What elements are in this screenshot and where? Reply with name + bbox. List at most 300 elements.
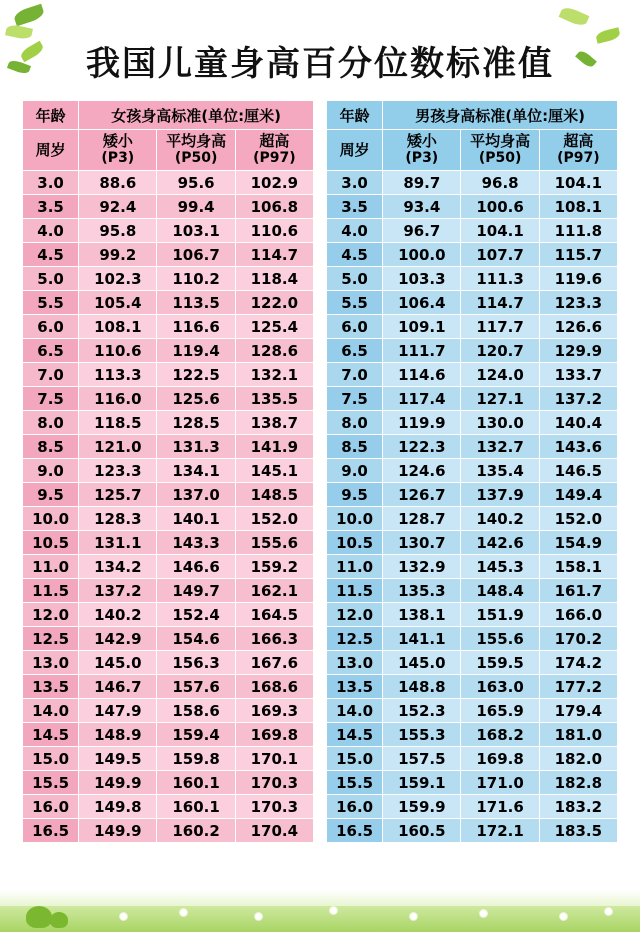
cell-p50: 119.4 bbox=[157, 339, 235, 363]
table-row bbox=[23, 315, 314, 339]
cell-age: 6.0 bbox=[23, 315, 79, 339]
cell-p3: 145.0 bbox=[383, 651, 461, 675]
cell-age: 7.0 bbox=[23, 363, 79, 387]
cell-p50: 96.8 bbox=[461, 171, 539, 195]
cell-age: 9.5 bbox=[23, 483, 79, 507]
cell-p50: 117.7 bbox=[461, 315, 539, 339]
cell-p97: 168.6 bbox=[235, 675, 313, 699]
cell-p50: 107.7 bbox=[461, 243, 539, 267]
cell-age: 15.5 bbox=[23, 771, 79, 795]
cell-p50: 100.6 bbox=[461, 195, 539, 219]
table-row bbox=[23, 387, 314, 411]
cell-p50: 160.1 bbox=[157, 795, 235, 819]
grass-decoration bbox=[0, 906, 640, 932]
cell-p50: 140.1 bbox=[157, 507, 235, 531]
cell-p50: 132.7 bbox=[461, 435, 539, 459]
boys-p50-code: (P50) bbox=[478, 150, 522, 166]
cell-p97: 125.4 bbox=[235, 315, 313, 339]
cell-p50: 124.0 bbox=[461, 363, 539, 387]
cell-p97: 183.5 bbox=[539, 819, 617, 843]
cell-age: 15.0 bbox=[23, 747, 79, 771]
table-row bbox=[327, 699, 618, 723]
cell-p3: 147.9 bbox=[79, 699, 157, 723]
girls-p97-header bbox=[235, 130, 313, 171]
cell-p3: 155.3 bbox=[383, 723, 461, 747]
cell-age: 4.5 bbox=[327, 243, 383, 267]
cell-p97: 106.8 bbox=[235, 195, 313, 219]
cell-p3: 132.9 bbox=[383, 555, 461, 579]
cell-p3: 106.4 bbox=[383, 291, 461, 315]
cell-p3: 118.5 bbox=[79, 411, 157, 435]
cell-age: 5.5 bbox=[23, 291, 79, 315]
cell-p97: 143.6 bbox=[539, 435, 617, 459]
table-row bbox=[23, 483, 314, 507]
leaf-icon bbox=[559, 5, 590, 28]
cell-p50: 137.9 bbox=[461, 483, 539, 507]
table-row bbox=[23, 435, 314, 459]
table-row bbox=[23, 291, 314, 315]
cell-age: 13.0 bbox=[327, 651, 383, 675]
cell-p97: 170.4 bbox=[235, 819, 313, 843]
table-row bbox=[327, 339, 618, 363]
cell-p3: 128.7 bbox=[383, 507, 461, 531]
cell-age: 10.0 bbox=[23, 507, 79, 531]
cell-p3: 141.1 bbox=[383, 627, 461, 651]
cell-p3: 109.1 bbox=[383, 315, 461, 339]
cell-age: 7.5 bbox=[327, 387, 383, 411]
cell-p97: 128.6 bbox=[235, 339, 313, 363]
cell-age: 11.0 bbox=[327, 555, 383, 579]
cell-p3: 125.7 bbox=[79, 483, 157, 507]
table-row bbox=[327, 507, 618, 531]
cell-p97: 159.2 bbox=[235, 555, 313, 579]
boys-p3-name: 矮小 bbox=[406, 132, 437, 150]
cell-p50: 116.6 bbox=[157, 315, 235, 339]
boys-table-title: 男孩身高标准(单位:厘米) bbox=[383, 101, 618, 130]
cell-p3: 142.9 bbox=[79, 627, 157, 651]
table-row bbox=[23, 363, 314, 387]
cell-p97: 170.3 bbox=[235, 795, 313, 819]
boys-p50-name: 平均身高 bbox=[470, 132, 531, 150]
cell-p3: 148.9 bbox=[79, 723, 157, 747]
cell-age: 9.5 bbox=[327, 483, 383, 507]
flower-icon bbox=[180, 909, 187, 916]
cell-age: 11.5 bbox=[327, 579, 383, 603]
cell-age: 16.0 bbox=[23, 795, 79, 819]
cell-p50: 114.7 bbox=[461, 291, 539, 315]
cell-p97: 135.5 bbox=[235, 387, 313, 411]
table-row bbox=[23, 195, 314, 219]
tables-container bbox=[22, 100, 618, 843]
cell-p50: 135.4 bbox=[461, 459, 539, 483]
cell-p50: 128.5 bbox=[157, 411, 235, 435]
cell-p3: 116.0 bbox=[79, 387, 157, 411]
flower-icon bbox=[605, 908, 612, 915]
cell-p3: 149.9 bbox=[79, 819, 157, 843]
cell-age: 6.5 bbox=[327, 339, 383, 363]
cell-p50: 146.6 bbox=[157, 555, 235, 579]
cell-p3: 128.3 bbox=[79, 507, 157, 531]
cell-age: 16.5 bbox=[327, 819, 383, 843]
cell-p50: 106.7 bbox=[157, 243, 235, 267]
cell-p3: 160.5 bbox=[383, 819, 461, 843]
table-row bbox=[327, 675, 618, 699]
cell-p97: 166.0 bbox=[539, 603, 617, 627]
cell-p97: 111.8 bbox=[539, 219, 617, 243]
cell-p3: 152.3 bbox=[383, 699, 461, 723]
table-row bbox=[327, 555, 618, 579]
cell-p50: 142.6 bbox=[461, 531, 539, 555]
cell-age: 11.5 bbox=[23, 579, 79, 603]
table-row bbox=[23, 531, 314, 555]
cell-p3: 119.9 bbox=[383, 411, 461, 435]
cell-age: 8.0 bbox=[327, 411, 383, 435]
table-row bbox=[23, 627, 314, 651]
cell-p97: 155.6 bbox=[235, 531, 313, 555]
cell-age: 12.5 bbox=[327, 627, 383, 651]
cell-p3: 117.4 bbox=[383, 387, 461, 411]
cell-p97: 170.1 bbox=[235, 747, 313, 771]
table-row bbox=[23, 795, 314, 819]
table-row bbox=[23, 723, 314, 747]
cell-p97: 182.8 bbox=[539, 771, 617, 795]
table-row bbox=[23, 171, 314, 195]
cell-p97: 119.6 bbox=[539, 267, 617, 291]
cell-age: 14.0 bbox=[327, 699, 383, 723]
cell-p3: 157.5 bbox=[383, 747, 461, 771]
cell-p97: 102.9 bbox=[235, 171, 313, 195]
cell-p3: 89.7 bbox=[383, 171, 461, 195]
cell-age: 8.0 bbox=[23, 411, 79, 435]
girls-height-table bbox=[22, 100, 314, 843]
cell-p50: 122.5 bbox=[157, 363, 235, 387]
cell-p50: 104.1 bbox=[461, 219, 539, 243]
cell-p3: 102.3 bbox=[79, 267, 157, 291]
cell-age: 9.0 bbox=[23, 459, 79, 483]
cell-p3: 122.3 bbox=[383, 435, 461, 459]
cell-p50: 159.8 bbox=[157, 747, 235, 771]
boys-p3-code: (P3) bbox=[405, 150, 439, 166]
table-row bbox=[23, 771, 314, 795]
boys-p97-name: 超高 bbox=[563, 132, 594, 150]
cell-p3: 126.7 bbox=[383, 483, 461, 507]
girls-p50-header bbox=[157, 130, 235, 171]
cell-p3: 100.0 bbox=[383, 243, 461, 267]
cell-p50: 125.6 bbox=[157, 387, 235, 411]
cell-p97: 129.9 bbox=[539, 339, 617, 363]
table-row bbox=[23, 699, 314, 723]
flower-icon bbox=[480, 910, 487, 917]
cell-p3: 114.6 bbox=[383, 363, 461, 387]
table-row bbox=[23, 267, 314, 291]
cell-p3: 145.0 bbox=[79, 651, 157, 675]
cell-age: 10.0 bbox=[327, 507, 383, 531]
cell-p3: 95.8 bbox=[79, 219, 157, 243]
table-row bbox=[327, 459, 618, 483]
cell-age: 5.5 bbox=[327, 291, 383, 315]
cell-p97: 115.7 bbox=[539, 243, 617, 267]
cell-age: 16.0 bbox=[327, 795, 383, 819]
cell-age: 14.0 bbox=[23, 699, 79, 723]
cell-age: 6.0 bbox=[327, 315, 383, 339]
cell-p50: 165.9 bbox=[461, 699, 539, 723]
cell-p97: 126.6 bbox=[539, 315, 617, 339]
table-row bbox=[327, 771, 618, 795]
cell-p3: 124.6 bbox=[383, 459, 461, 483]
cell-p50: 156.3 bbox=[157, 651, 235, 675]
cell-p3: 148.8 bbox=[383, 675, 461, 699]
cell-p97: 133.7 bbox=[539, 363, 617, 387]
cell-p97: 104.1 bbox=[539, 171, 617, 195]
cell-p3: 110.6 bbox=[79, 339, 157, 363]
table-row bbox=[327, 483, 618, 507]
cell-p3: 146.7 bbox=[79, 675, 157, 699]
cell-p50: 154.6 bbox=[157, 627, 235, 651]
table-row bbox=[327, 387, 618, 411]
table-row bbox=[327, 627, 618, 651]
cell-p3: 111.7 bbox=[383, 339, 461, 363]
cell-p97: 183.2 bbox=[539, 795, 617, 819]
boys-age-unit-header: 周岁 bbox=[327, 130, 383, 171]
cell-p3: 134.2 bbox=[79, 555, 157, 579]
cell-p50: 157.6 bbox=[157, 675, 235, 699]
cell-p3: 121.0 bbox=[79, 435, 157, 459]
cell-age: 4.0 bbox=[23, 219, 79, 243]
cell-p3: 140.2 bbox=[79, 603, 157, 627]
table-row bbox=[23, 747, 314, 771]
cell-p3: 159.9 bbox=[383, 795, 461, 819]
cell-age: 15.0 bbox=[327, 747, 383, 771]
cell-p3: 123.3 bbox=[79, 459, 157, 483]
girls-table-body bbox=[23, 171, 314, 843]
cell-p97: 170.3 bbox=[235, 771, 313, 795]
cell-p50: 99.4 bbox=[157, 195, 235, 219]
cell-age: 12.0 bbox=[327, 603, 383, 627]
cell-age: 11.0 bbox=[23, 555, 79, 579]
cell-age: 13.0 bbox=[23, 651, 79, 675]
cell-p3: 130.7 bbox=[383, 531, 461, 555]
cell-p50: 159.4 bbox=[157, 723, 235, 747]
table-row bbox=[327, 291, 618, 315]
table-row bbox=[327, 363, 618, 387]
cell-p97: 167.6 bbox=[235, 651, 313, 675]
table-row bbox=[327, 219, 618, 243]
cell-p3: 113.3 bbox=[79, 363, 157, 387]
cell-p3: 135.3 bbox=[383, 579, 461, 603]
bush-icon bbox=[50, 912, 68, 928]
table-row bbox=[23, 579, 314, 603]
cell-age: 3.0 bbox=[327, 171, 383, 195]
girls-p3-code: (P3) bbox=[101, 150, 135, 166]
table-row bbox=[23, 459, 314, 483]
cell-p50: 130.0 bbox=[461, 411, 539, 435]
cell-p97: 114.7 bbox=[235, 243, 313, 267]
cell-age: 7.5 bbox=[23, 387, 79, 411]
table-row bbox=[23, 219, 314, 243]
boys-p97-header bbox=[539, 130, 617, 171]
cell-p3: 149.9 bbox=[79, 771, 157, 795]
cell-p97: 149.4 bbox=[539, 483, 617, 507]
table-row bbox=[23, 243, 314, 267]
cell-p3: 93.4 bbox=[383, 195, 461, 219]
girls-p97-code: (P97) bbox=[253, 150, 296, 166]
table-row bbox=[327, 723, 618, 747]
cell-p97: 148.5 bbox=[235, 483, 313, 507]
cell-p97: 158.1 bbox=[539, 555, 617, 579]
cell-p50: 120.7 bbox=[461, 339, 539, 363]
cell-p50: 131.3 bbox=[157, 435, 235, 459]
cell-p97: 110.6 bbox=[235, 219, 313, 243]
cell-age: 12.5 bbox=[23, 627, 79, 651]
cell-p50: 111.3 bbox=[461, 267, 539, 291]
table-row bbox=[23, 339, 314, 363]
boys-p3-header bbox=[383, 130, 461, 171]
girls-age-header: 年龄 bbox=[23, 101, 79, 130]
cell-age: 3.0 bbox=[23, 171, 79, 195]
table-row bbox=[327, 315, 618, 339]
cell-p3: 103.3 bbox=[383, 267, 461, 291]
cell-age: 13.5 bbox=[327, 675, 383, 699]
cell-p97: 123.3 bbox=[539, 291, 617, 315]
table-row bbox=[23, 651, 314, 675]
cell-p50: 113.5 bbox=[157, 291, 235, 315]
cell-p3: 108.1 bbox=[79, 315, 157, 339]
cell-p97: 140.4 bbox=[539, 411, 617, 435]
cell-p50: 103.1 bbox=[157, 219, 235, 243]
cell-p50: 140.2 bbox=[461, 507, 539, 531]
cell-p3: 149.8 bbox=[79, 795, 157, 819]
girls-p3-name: 矮小 bbox=[102, 132, 133, 150]
cell-age: 4.0 bbox=[327, 219, 383, 243]
cell-age: 4.5 bbox=[23, 243, 79, 267]
cell-p3: 88.6 bbox=[79, 171, 157, 195]
cell-p50: 148.4 bbox=[461, 579, 539, 603]
cell-p50: 127.1 bbox=[461, 387, 539, 411]
table-row bbox=[327, 603, 618, 627]
cell-p97: 108.1 bbox=[539, 195, 617, 219]
cell-age: 10.5 bbox=[23, 531, 79, 555]
flower-icon bbox=[410, 913, 417, 920]
cell-p50: 152.4 bbox=[157, 603, 235, 627]
table-row bbox=[327, 171, 618, 195]
flower-icon bbox=[120, 913, 127, 920]
table-row bbox=[327, 195, 618, 219]
cell-age: 14.5 bbox=[327, 723, 383, 747]
cell-p50: 149.7 bbox=[157, 579, 235, 603]
cell-p97: 118.4 bbox=[235, 267, 313, 291]
girls-p3-header bbox=[79, 130, 157, 171]
boys-p50-header bbox=[461, 130, 539, 171]
table-row bbox=[327, 435, 618, 459]
cell-p97: 146.5 bbox=[539, 459, 617, 483]
page-title: 我国儿童身高百分位数标准值 bbox=[86, 44, 554, 84]
girls-table-title: 女孩身高标准(单位:厘米) bbox=[79, 101, 314, 130]
boys-p97-code: (P97) bbox=[557, 150, 600, 166]
cell-p97: 145.1 bbox=[235, 459, 313, 483]
leaf-icon bbox=[13, 4, 46, 27]
cell-age: 7.0 bbox=[327, 363, 383, 387]
table-row bbox=[327, 795, 618, 819]
cell-p97: 162.1 bbox=[235, 579, 313, 603]
cell-p50: 137.0 bbox=[157, 483, 235, 507]
cell-age: 15.5 bbox=[327, 771, 383, 795]
table-row bbox=[327, 651, 618, 675]
table-row bbox=[23, 603, 314, 627]
bush-icon bbox=[26, 906, 52, 928]
table-row bbox=[327, 747, 618, 771]
cell-p3: 99.2 bbox=[79, 243, 157, 267]
cell-p97: 179.4 bbox=[539, 699, 617, 723]
cell-p50: 145.3 bbox=[461, 555, 539, 579]
cell-age: 10.5 bbox=[327, 531, 383, 555]
cell-p97: 164.5 bbox=[235, 603, 313, 627]
girls-p50-code: (P50) bbox=[174, 150, 218, 166]
cell-p50: 171.0 bbox=[461, 771, 539, 795]
cell-age: 5.0 bbox=[327, 267, 383, 291]
cell-p3: 149.5 bbox=[79, 747, 157, 771]
flower-icon bbox=[255, 913, 262, 920]
cell-age: 3.5 bbox=[327, 195, 383, 219]
boys-height-table bbox=[326, 100, 618, 843]
cell-age: 8.5 bbox=[23, 435, 79, 459]
cell-p97: 138.7 bbox=[235, 411, 313, 435]
cell-p97: 122.0 bbox=[235, 291, 313, 315]
cell-p50: 160.1 bbox=[157, 771, 235, 795]
table-row bbox=[23, 507, 314, 531]
cell-p97: 170.2 bbox=[539, 627, 617, 651]
cell-p50: 163.0 bbox=[461, 675, 539, 699]
cell-p50: 160.2 bbox=[157, 819, 235, 843]
cell-age: 6.5 bbox=[23, 339, 79, 363]
cell-age: 9.0 bbox=[327, 459, 383, 483]
cell-p3: 131.1 bbox=[79, 531, 157, 555]
cell-p50: 95.6 bbox=[157, 171, 235, 195]
cell-p3: 159.1 bbox=[383, 771, 461, 795]
table-row bbox=[23, 555, 314, 579]
cell-p97: 169.8 bbox=[235, 723, 313, 747]
table-row bbox=[327, 411, 618, 435]
cell-age: 16.5 bbox=[23, 819, 79, 843]
girls-p50-name: 平均身高 bbox=[166, 132, 227, 150]
cell-p97: 137.2 bbox=[539, 387, 617, 411]
cell-p97: 152.0 bbox=[539, 507, 617, 531]
cell-p50: 110.2 bbox=[157, 267, 235, 291]
cell-p97: 177.2 bbox=[539, 675, 617, 699]
table-row bbox=[327, 243, 618, 267]
cell-p50: 168.2 bbox=[461, 723, 539, 747]
cell-p97: 181.0 bbox=[539, 723, 617, 747]
flower-icon bbox=[330, 907, 337, 914]
cell-p50: 159.5 bbox=[461, 651, 539, 675]
cell-p3: 92.4 bbox=[79, 195, 157, 219]
flower-icon bbox=[560, 913, 567, 920]
cell-p97: 141.9 bbox=[235, 435, 313, 459]
cell-p97: 182.0 bbox=[539, 747, 617, 771]
cell-p3: 137.2 bbox=[79, 579, 157, 603]
boys-table-body bbox=[327, 171, 618, 843]
cell-p50: 134.1 bbox=[157, 459, 235, 483]
cell-age: 8.5 bbox=[327, 435, 383, 459]
table-row bbox=[23, 675, 314, 699]
cell-p50: 151.9 bbox=[461, 603, 539, 627]
table-row bbox=[327, 531, 618, 555]
cell-p50: 169.8 bbox=[461, 747, 539, 771]
cell-p50: 158.6 bbox=[157, 699, 235, 723]
cell-p97: 161.7 bbox=[539, 579, 617, 603]
cell-p50: 171.6 bbox=[461, 795, 539, 819]
cell-p97: 132.1 bbox=[235, 363, 313, 387]
table-row bbox=[327, 579, 618, 603]
